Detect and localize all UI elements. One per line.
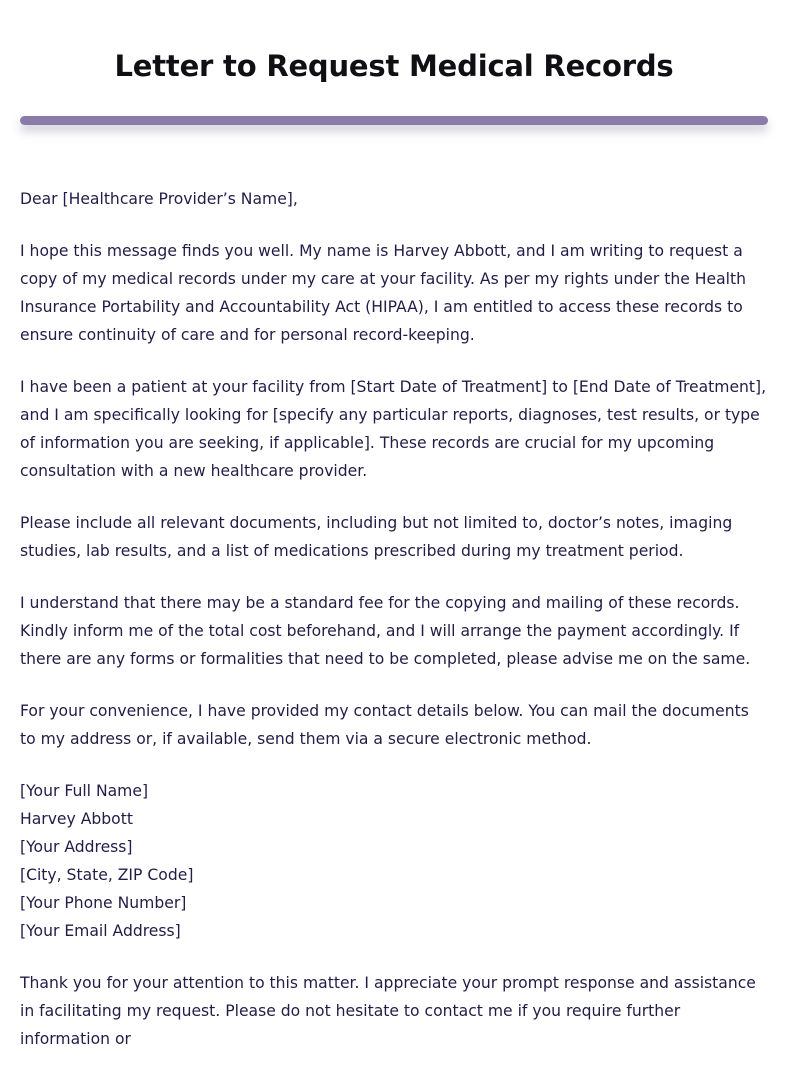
paragraph-documents: Please include all relevant documents, including but not limited to, doctor’s notes, imaging studies, lab results, and a list of medications prescribed during my treatment period. <box>20 514 733 560</box>
paragraph-fees: I understand that there may be a standard fee for the copying and mailing of these records. Kindly inform me of the total cost beforehand, and I will arrange the payment accordingly. If there are any forms or formalities that need to be completed, please advise me on the same. <box>20 594 751 668</box>
paragraph-contact-intro: For your convenience, I have provided my contact details below. You can mail the documents to my address or, if available, send them via a secure electronic method. <box>20 702 749 748</box>
page-title: Letter to Request Medical Records <box>114 49 674 83</box>
contact-city-state-zip: [City, State, ZIP Code] <box>20 866 194 884</box>
contact-name: Harvey Abbott <box>20 810 133 828</box>
contact-phone: [Your Phone Number] <box>20 894 187 912</box>
title-divider <box>20 116 768 125</box>
paragraph-closing: Thank you for your attention to this matter. I appreciate your prompt response and assistance in facilitating my request. Please do not hesitate to contact me if you require further information or <box>20 974 756 1048</box>
paragraph-treatment-period: I have been a patient at your facility from [Start Date of Treatment] to [End Date of Treatment], and I am specifically looking for [specify any particular reports, diagnoses, test results, or type of information you are seeking, if applicable]. These records are crucial for my upcoming consultation with a new healthcare provider. <box>20 378 767 480</box>
letter-body <box>20 185 768 1077</box>
contact-full-name: [Your Full Name] <box>20 782 149 800</box>
contact-email: [Your Email Address] <box>20 922 181 940</box>
salutation: Dear [Healthcare Provider’s Name], <box>20 190 298 208</box>
contact-details <box>20 777 768 945</box>
contact-address: [Your Address] <box>20 838 133 856</box>
paragraph-intro: I hope this message finds you well. My name is Harvey Abbott, and I am writing to request a copy of my medical records under my care at your facility. As per my rights under the Health Insurance Portability and Accountability Act (HIPAA), I am entitled to access these records to ensure continuity of care and for personal record-keeping. <box>20 242 747 344</box>
